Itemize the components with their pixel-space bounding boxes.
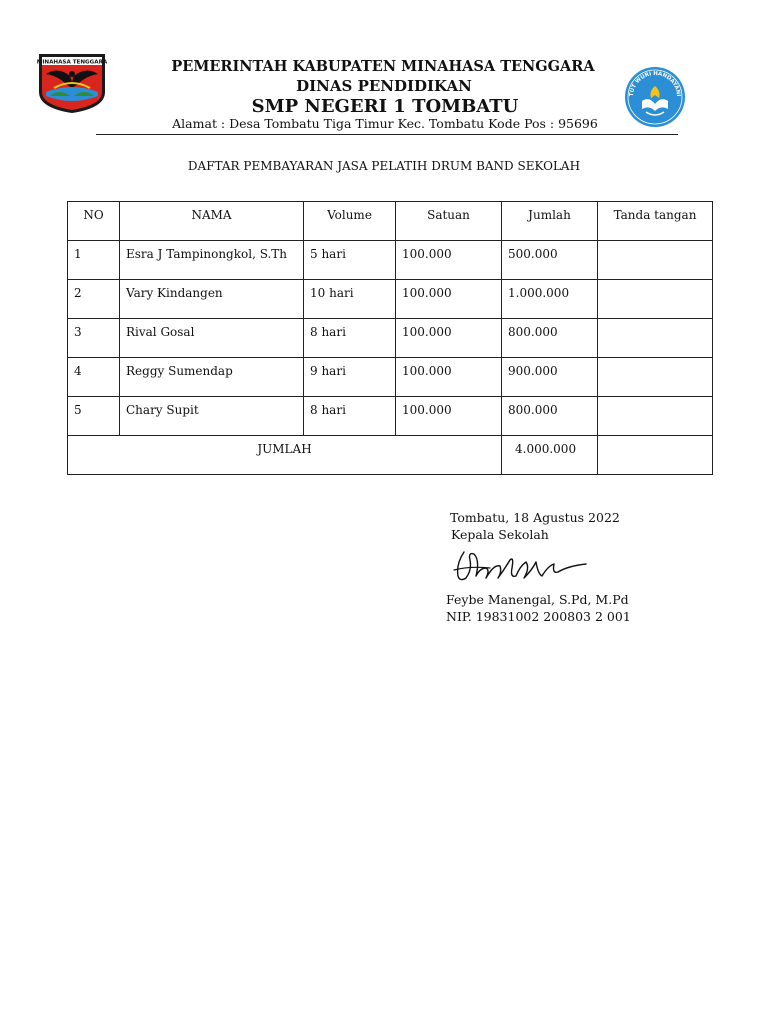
cell-volume: 8 hari bbox=[304, 319, 396, 358]
column-header-nama: NAMA bbox=[120, 202, 304, 241]
cell-no: 2 bbox=[68, 280, 120, 319]
tut-wuri-handayani-emblem-icon bbox=[622, 66, 688, 128]
cell-satuan: 100.000 bbox=[396, 397, 502, 436]
left-logo-text: MINAHASA TENGGARA bbox=[36, 59, 108, 66]
cell-jumlah: 500.000 bbox=[502, 241, 598, 280]
government-name: PEMERINTAH KABUPATEN MINAHASA TENGGARA bbox=[171, 58, 595, 75]
table-row bbox=[68, 241, 713, 280]
document-title: DAFTAR PEMBAYARAN JASA PELATIH DRUM BAND SEKOLAH bbox=[187, 159, 581, 173]
table-row bbox=[68, 280, 713, 319]
payment-table bbox=[67, 201, 713, 475]
table-total-row bbox=[68, 436, 713, 475]
column-header-jumlah: Jumlah bbox=[502, 202, 598, 241]
cell-tanda-tangan bbox=[598, 358, 713, 397]
table-header-row bbox=[68, 202, 713, 241]
cell-tanda-tangan bbox=[598, 241, 713, 280]
total-value: 4.000.000 bbox=[502, 436, 598, 475]
column-header-tanda-tangan: Tanda tangan bbox=[598, 202, 713, 241]
cell-volume: 8 hari bbox=[304, 397, 396, 436]
cell-tanda-tangan bbox=[598, 397, 713, 436]
cell-satuan: 100.000 bbox=[396, 241, 502, 280]
cell-jumlah: 800.000 bbox=[502, 397, 598, 436]
signatory-name: Feybe Manengal, S.Pd, M.Pd bbox=[446, 592, 629, 607]
signature-place-date: Tombatu, 18 Agustus 2022 bbox=[450, 510, 620, 525]
letterhead-divider bbox=[96, 134, 678, 135]
cell-no: 4 bbox=[68, 358, 120, 397]
cell-volume: 5 hari bbox=[304, 241, 396, 280]
handwritten-signature bbox=[450, 546, 590, 588]
total-tanda-tangan bbox=[598, 436, 713, 475]
signatory-nip: NIP. 19831002 200803 2 001 bbox=[446, 609, 631, 624]
cell-jumlah: 900.000 bbox=[502, 358, 598, 397]
school-name: SMP NEGERI 1 TOMBATU bbox=[251, 96, 519, 117]
cell-nama: Reggy Sumendap bbox=[120, 358, 304, 397]
table-row bbox=[68, 319, 713, 358]
cell-nama: Esra J Tampinongkol, S.Th bbox=[120, 241, 304, 280]
cell-volume: 9 hari bbox=[304, 358, 396, 397]
cell-jumlah: 800.000 bbox=[502, 319, 598, 358]
cell-nama: Chary Supit bbox=[120, 397, 304, 436]
right-logo-text: TUT WURI HANDAYANI bbox=[628, 70, 682, 97]
signature-position: Kepala Sekolah bbox=[451, 527, 549, 542]
total-label: JUMLAH bbox=[68, 436, 502, 475]
cell-satuan: 100.000 bbox=[396, 280, 502, 319]
cell-no: 3 bbox=[68, 319, 120, 358]
department-name: DINAS PENDIDIKAN bbox=[296, 77, 472, 95]
cell-satuan: 100.000 bbox=[396, 319, 502, 358]
cell-satuan: 100.000 bbox=[396, 358, 502, 397]
cell-volume: 10 hari bbox=[304, 280, 396, 319]
column-header-satuan: Satuan bbox=[396, 202, 502, 241]
cell-no: 1 bbox=[68, 241, 120, 280]
cell-tanda-tangan bbox=[598, 319, 713, 358]
cell-no: 5 bbox=[68, 397, 120, 436]
table-row bbox=[68, 397, 713, 436]
table-row bbox=[68, 358, 713, 397]
column-header-volume: Volume bbox=[304, 202, 396, 241]
cell-nama: Vary Kindangen bbox=[120, 280, 304, 319]
cell-tanda-tangan bbox=[598, 280, 713, 319]
column-header-no: NO bbox=[68, 202, 120, 241]
school-address: Alamat : Desa Tombatu Tiga Timur Kec. Tombatu Kode Pos : 95696 bbox=[172, 116, 598, 131]
cell-nama: Rival Gosal bbox=[120, 319, 304, 358]
cell-jumlah: 1.000.000 bbox=[502, 280, 598, 319]
